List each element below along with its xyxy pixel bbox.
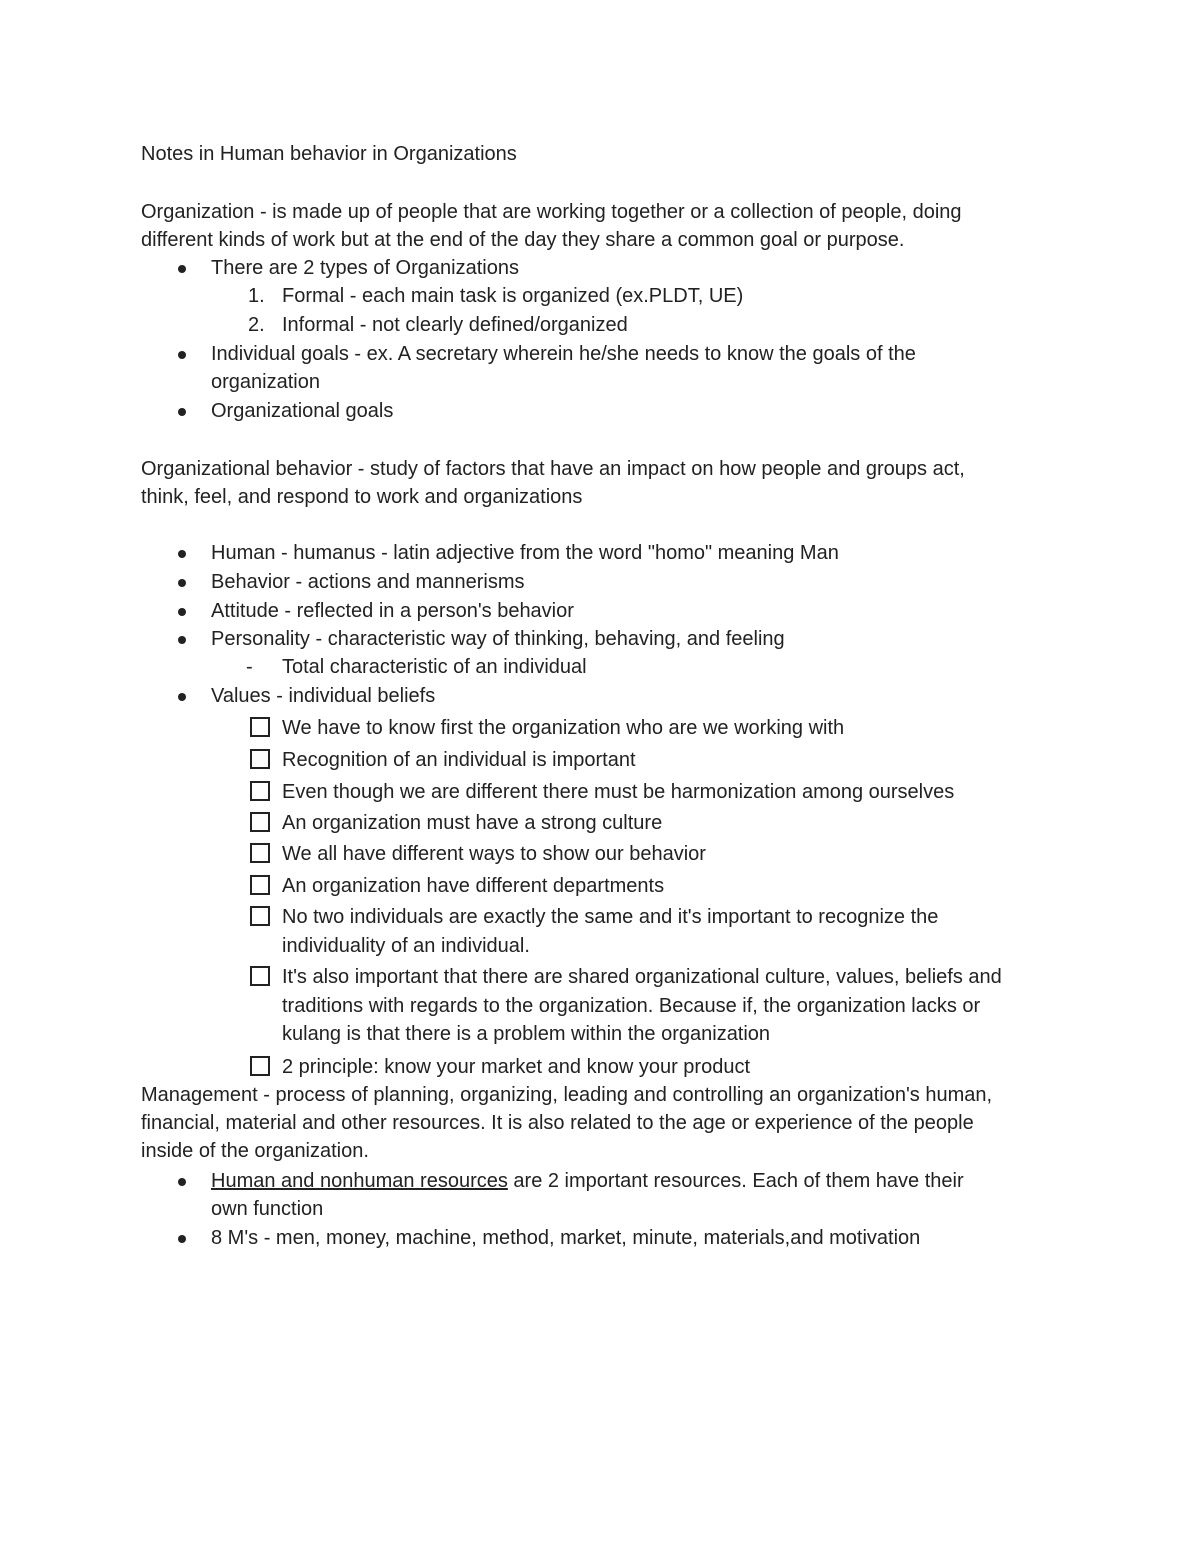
- checkbox-icon[interactable]: [250, 875, 270, 895]
- organization-definition-line-2: different kinds of work but at the end of the day they share a common goal or purpose.: [141, 229, 905, 251]
- org-behavior-definition-line-2: think, feel, and respond to work and organizations: [141, 486, 583, 508]
- checklist-item-continuation: kulang is that there is a problem within the organization: [282, 1023, 771, 1045]
- bullet-icon: [178, 408, 186, 416]
- list-item: There are 2 types of Organizations: [211, 257, 519, 279]
- checklist-item: An organization must have a strong culture: [282, 812, 663, 834]
- checkbox-icon[interactable]: [250, 843, 270, 863]
- list-item: Attitude - reflected in a person's behavior: [211, 600, 574, 622]
- management-definition-line-2: financial, material and other resources. It is also related to the age or experience of the people: [141, 1112, 974, 1134]
- checklist-item: We have to know first the organization who are we working with: [282, 717, 845, 739]
- list-item: Human - humanus - latin adjective from the word "homo" meaning Man: [211, 542, 839, 564]
- org-behavior-definition-line-1: Organizational behavior - study of factors that have an impact on how people and groups act,: [141, 458, 965, 480]
- bullet-icon: [178, 351, 186, 359]
- checkbox-icon[interactable]: [250, 1056, 270, 1076]
- bullet-icon: [178, 579, 186, 587]
- checklist-item: An organization have different departments: [282, 875, 665, 897]
- bullet-icon: [178, 636, 186, 644]
- checklist-item: Even though we are different there must be harmonization among ourselves: [282, 781, 955, 803]
- list-number: 1.: [248, 285, 265, 307]
- underlined-phrase: Human and nonhuman resources: [211, 1170, 508, 1192]
- checkbox-icon[interactable]: [250, 749, 270, 769]
- list-item: Behavior - actions and mannerisms: [211, 571, 525, 593]
- list-item: Formal - each main task is organized (ex.PLDT, UE): [282, 285, 744, 307]
- list-item: Personality - characteristic way of thinking, behaving, and feeling: [211, 628, 785, 650]
- checkbox-icon[interactable]: [250, 966, 270, 986]
- bullet-icon: [178, 550, 186, 558]
- list-item-continuation: own function: [211, 1198, 324, 1220]
- list-item: Values - individual beliefs: [211, 685, 436, 707]
- management-definition-line-3: inside of the organization.: [141, 1140, 369, 1162]
- checklist-item: 2 principle: know your market and know your product: [282, 1056, 751, 1078]
- bullet-icon: [178, 693, 186, 701]
- list-number: 2.: [248, 314, 265, 336]
- organization-definition-line-1: Organization - is made up of people that are working together or a collection of people, doing: [141, 201, 962, 223]
- management-definition-line-1: Management - process of planning, organizing, leading and controlling an organization's human,: [141, 1084, 993, 1106]
- dash-marker: -: [246, 656, 253, 678]
- checkbox-icon[interactable]: [250, 906, 270, 926]
- page-title: Notes in Human behavior in Organizations: [141, 143, 517, 165]
- bullet-icon: [178, 608, 186, 616]
- checkbox-icon[interactable]: [250, 812, 270, 832]
- bullet-icon: [178, 1235, 186, 1243]
- list-item: [211, 1167, 964, 1195]
- bullet-icon: [178, 265, 186, 273]
- checklist-item: No two individuals are exactly the same and it's important to recognize the: [282, 906, 939, 928]
- checklist-item-continuation: individuality of an individual.: [282, 935, 530, 957]
- list-item-continuation: organization: [211, 371, 320, 393]
- checklist-item: We all have different ways to show our behavior: [282, 843, 706, 865]
- bullet-icon: [178, 1178, 186, 1186]
- list-item: Informal - not clearly defined/organized: [282, 314, 628, 336]
- list-item: Individual goals - ex. A secretary wherein he/she needs to know the goals of the: [211, 343, 916, 365]
- checklist-item-continuation: traditions with regards to the organization. Because if, the organization lacks or: [282, 995, 981, 1017]
- list-item-text: are 2 important resources. Each of them have their: [507, 1170, 964, 1192]
- list-item: 8 M's - men, money, machine, method, market, minute, materials,and motivation: [211, 1227, 921, 1249]
- checklist-item: Recognition of an individual is important: [282, 749, 636, 771]
- checkbox-icon[interactable]: [250, 717, 270, 737]
- list-item: Organizational goals: [211, 400, 394, 422]
- list-item: Total characteristic of an individual: [282, 656, 587, 678]
- checkbox-icon[interactable]: [250, 781, 270, 801]
- checklist-item: It's also important that there are shared organizational culture, values, beliefs and: [282, 966, 1002, 988]
